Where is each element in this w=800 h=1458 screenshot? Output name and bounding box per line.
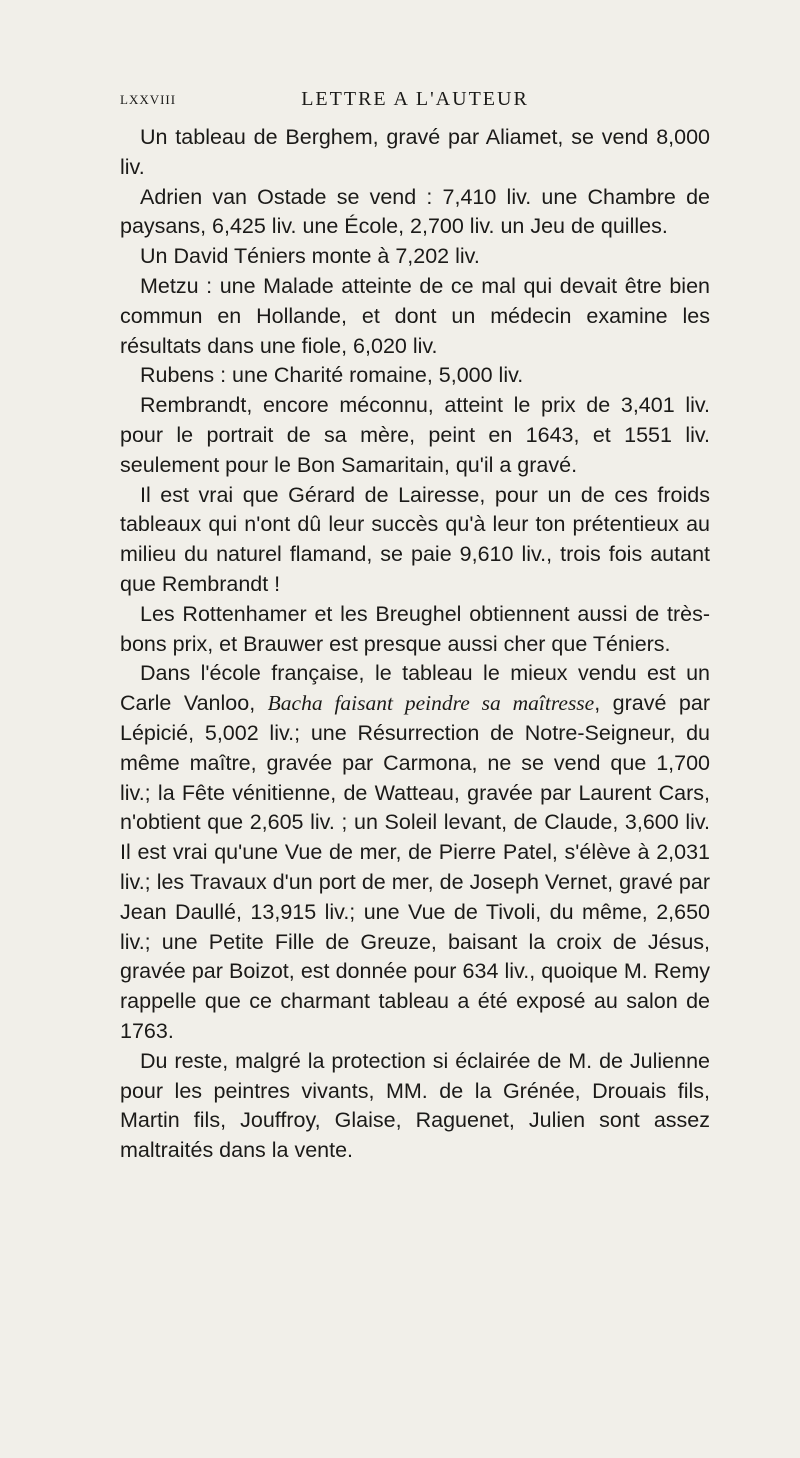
paragraph-rembrandt: Rembrandt, encore méconnu, atteint le prix de 3,401 liv. pour le portrait de sa mère, peint en 1643, et 1551 liv. seulement pour le Bon Samaritain, qu'il a gravé. xyxy=(120,393,710,477)
paragraph-rottenhamer: Les Rottenhamer et les Breughel obtiennent aussi de très-bons prix, et Brauwer est presque aussi cher que Téniers. xyxy=(120,601,710,656)
body-text xyxy=(120,123,710,1166)
painting-title-italic: Bacha faisant peindre sa maîtresse xyxy=(267,691,595,716)
paragraph-teniers: Un David Téniers monte à 7,202 liv. xyxy=(140,244,480,269)
paragraph-rubens: Rubens : une Charité romaine, 5,000 liv. xyxy=(140,363,524,388)
paragraph-metzu: Metzu : une Malade atteinte de ce mal qui devait être bien commun en Hollande, et dont un médecin examine les résultats dans une fiole, 6,020 liv. xyxy=(120,273,710,358)
paragraph-berghem: Un tableau de Berghem, gravé par Aliamet, se vend 8,000 liv. xyxy=(120,125,710,179)
running-title: LETTRE A L'AUTEUR xyxy=(301,88,529,110)
paragraph-ecole-francaise xyxy=(120,659,710,1046)
page-number: LXXVIII xyxy=(120,92,177,107)
paragraph-ostade: Adrien van Ostade se vend : 7,410 liv. une Chambre de paysans, 6,425 liv. une École, 2,700 liv. un Jeu de quilles. xyxy=(120,184,710,239)
paragraph-ecole-francaise-rest: , gravé par Lépicié, 5,002 liv.; une Résurrection de Notre-Seigneur, du même maître, gravée par Carmona, ne se vend que 1,700 liv.; la Fête vénitienne, de Watteau, gravée par Laurent Cars, n'obtient que 2,605 liv. ; un Soleil levant, de Claude, 3,600 liv. Il est vrai qu'une Vue de mer, de Pierre Patel, s'élève à 2,031 liv.; les Travaux d'un port de mer, de Joseph Vernet, gravé par Jean Daullé, 13,915 liv.; une Vue de Tivoli, du même, 2,650 liv.; une Petite Fille de Greuze, baisant la croix de Jésus, gravée par Boizot, est donnée pour 634 liv., quoique M. Remy rappelle que ce charmant tableau a été exposé au salon de 1763. xyxy=(120,691,710,1043)
paragraph-lairesse: Il est vrai que Gérard de Lairesse, pour un de ces froids tableaux qui n'ont dû leur succès qu'à leur ton prétentieux au milieu du naturel flamand, se paie 9,610 liv., trois fois autant que Rembrandt ! xyxy=(120,482,710,596)
running-head xyxy=(120,88,710,112)
paragraph-julienne: Du reste, malgré la protection si éclairée de M. de Julienne pour les peintres vivants, MM. de la Grénée, Drouais fils, Martin fils, Jouffroy, Glaise, Raguenet, Julien sont assez maltraités dans la vente. xyxy=(120,1048,710,1163)
paragraph-ecole-francaise-start: Dans l'école française, le tableau le mieux vendu est un Carle Vanloo, xyxy=(120,661,710,716)
